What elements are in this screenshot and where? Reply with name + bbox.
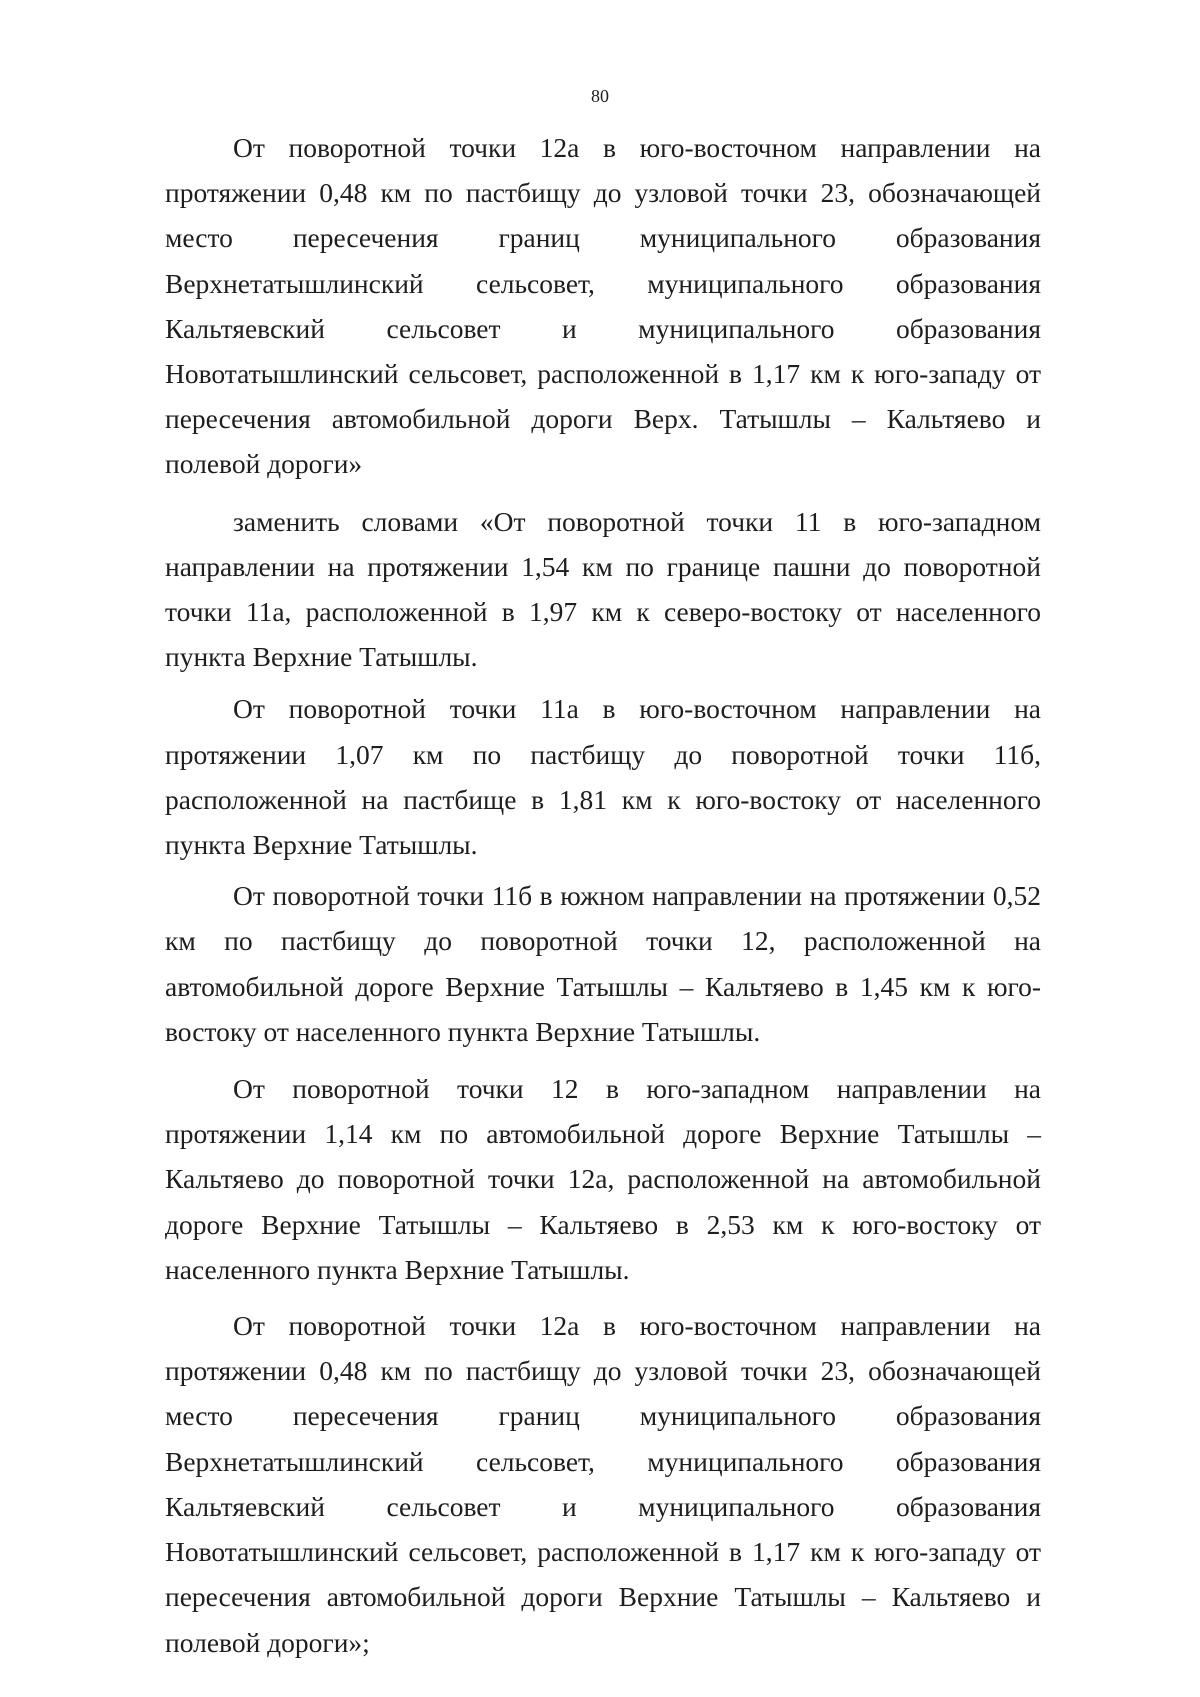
paragraph: От поворотной точки 11б в южном направлении на протяжении 0,52 км по пастбищу до поворотной точки 12, расположенной на автомобильной дороге Верхние Татышлы – Кальтяево в 1,45 км к юго-востоку от населенного пункта Верхние Татышлы. — [165, 880, 1041, 1047]
page-number: 80 — [591, 86, 609, 106]
paragraph: От поворотной точки 12а в юго-восточном направлении на протяжении 0,48 км по пастбищу до узловой точки 23, обозначающей место пересечения границ муниципального образования Верхнетатышлинский сельсовет, муниципального образования Кальтяевский сельсовет и муниципального образования Новотатышлинский сельсовет, расположенной в 1,17 км к юго-западу от пересечения автомобильной дороги Верх. Татышлы – Кальтяево и полевой дороги» — [165, 132, 1041, 480]
paragraph: От поворотной точки 12 в юго-западном направлении на протяжении 1,14 км по автомобильной дороге Верхние Татышлы – Кальтяево до поворотной точки 12а, расположенной на автомобильной дороге Верхние Татышлы – Кальтяево в 2,53 км к юго-востоку от населенного пункта Верхние Татышлы. — [165, 1073, 1041, 1285]
document-body — [165, 125, 1041, 1665]
paragraph: От поворотной точки 11а в юго-восточном направлении на протяжении 1,07 км по пастбищу до поворотной точки 11б, расположенной на пастбище в 1,81 км к юго-востоку от населенного пункта Верхние Татышлы. — [165, 693, 1041, 861]
paragraph: От поворотной точки 12а в юго-восточном направлении на протяжении 0,48 км по пастбищу до узловой точки 23, обозначающей место пересечения границ муниципального образования Верхнетатышлинский сельсовет, муниципального образования Кальтяевский сельсовет и муниципального образования Новотатышлинский сельсовет, расположенной в 1,17 км к юго-западу от пересечения автомобильной дороги Верхние Татышлы – Кальтяево и полевой дороги»; — [165, 1310, 1041, 1658]
paragraph: заменить словами «От поворотной точки 11 в юго-западном направлении на протяжении 1,54 км по границе пашни до поворотной точки 11а, расположенной в 1,97 км к северо-востоку от населенного пункта Верхние Татышлы. — [165, 505, 1041, 673]
